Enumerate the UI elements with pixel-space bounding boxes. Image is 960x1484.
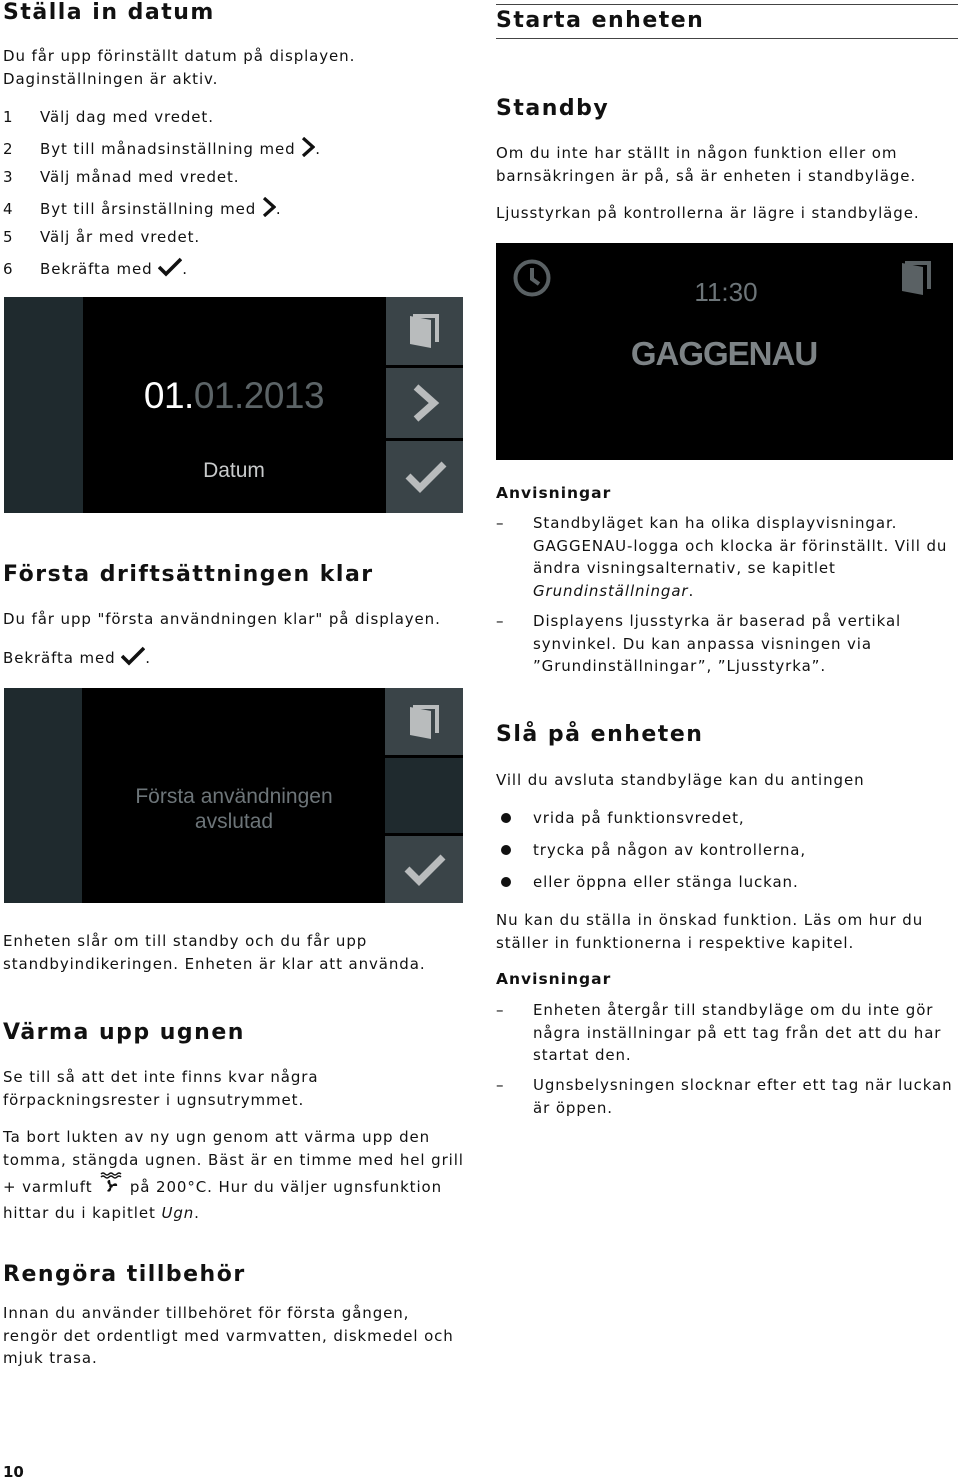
chevron-right-icon bbox=[262, 197, 276, 222]
title-rule bbox=[496, 38, 958, 39]
door-button[interactable] bbox=[386, 297, 463, 365]
bullet-dot bbox=[501, 877, 511, 887]
checkmark-icon bbox=[405, 459, 447, 499]
set-date-intro: Du får upp förinställt datum på displayen. Daginställningen är aktiv. bbox=[3, 47, 356, 88]
first-setup-text: Du får upp "första användningen klar" på displayen. bbox=[3, 610, 441, 628]
gaggenau-logo: GAGGENAU bbox=[630, 335, 818, 372]
step-item: 4 Byt till årsinställning med . bbox=[3, 197, 282, 222]
step-item: 6 Bekräfta med . bbox=[3, 257, 188, 282]
empty-button-slot bbox=[385, 758, 463, 833]
bullet-dot bbox=[501, 813, 511, 823]
section-title-set-date: Ställa in datum bbox=[3, 0, 215, 25]
page-number: 10 bbox=[3, 1463, 24, 1481]
display-sidebar bbox=[4, 297, 83, 513]
standby-time: 11:30 bbox=[694, 277, 758, 307]
confirm-button[interactable] bbox=[385, 836, 463, 903]
section-title-clean-accessories: Rengöra tillbehör bbox=[3, 1262, 246, 1287]
chevron-right-icon bbox=[301, 137, 315, 162]
section-title-heat-oven: Värma upp ugnen bbox=[3, 1020, 245, 1045]
date-display bbox=[4, 297, 463, 513]
clock-icon bbox=[512, 258, 552, 302]
standby-title: Standby bbox=[496, 96, 610, 121]
clean-accessories-text: Innan du använder tillbehöret för första gången, rengör det ordentligt med varmvatten, diskmedel och mjuk trasa. bbox=[3, 1304, 454, 1367]
standby-info-text: Enheten slår om till standby och du får upp standbyindikeringen. Enheten är klar att använda. bbox=[3, 932, 426, 973]
step-item: 1 Välj dag med vredet. bbox=[3, 108, 214, 126]
chevron-right-icon bbox=[410, 384, 442, 426]
step-item: 2 Byt till månadsinställning med . bbox=[3, 137, 321, 162]
standby-display bbox=[496, 243, 953, 460]
heat-oven-text-1: Se till så att det inte finns kvar några förpackningsrester i ugnsutrymmet. bbox=[3, 1068, 319, 1109]
heat-oven-text-2: Ta bort lukten av ny ugn genom att värma upp den tomma, stängda ugnen. Bäst är en timme med hel grill + varmluft på 200°C. Hur du väljer ugnsfunktion hittar du i kapitlet Ugn. bbox=[3, 1128, 464, 1222]
grill-fan-icon bbox=[98, 1171, 124, 1202]
standby-text-2: Ljusstyrkan på kontrollerna är lägre i standbyläge. bbox=[496, 204, 920, 222]
step-item: 5 Välj år med vredet. bbox=[3, 228, 201, 246]
door-icon bbox=[899, 258, 935, 300]
door-button[interactable] bbox=[385, 688, 463, 755]
checkmark-icon bbox=[158, 257, 182, 282]
checkmark-icon bbox=[404, 852, 446, 892]
section-title-first-setup-done: Första driftsättningen klar bbox=[3, 562, 374, 587]
date-value: 01.01.2013 bbox=[143, 375, 325, 416]
section-title-turn-on: Slå på enheten bbox=[496, 722, 704, 747]
door-icon bbox=[407, 702, 443, 744]
bullet-dot bbox=[501, 845, 511, 855]
step-item: 3 Välj månad med vredet. bbox=[3, 168, 240, 186]
checkmark-icon bbox=[121, 646, 145, 673]
door-icon bbox=[407, 311, 443, 353]
top-rule bbox=[496, 4, 958, 5]
first-use-message: Första användningen avslutad bbox=[135, 785, 333, 833]
notes-title: Anvisningar bbox=[496, 970, 612, 988]
first-use-display bbox=[4, 688, 463, 903]
standby-text-1: Om du inte har ställt in någon funktion eller om barnsäkringen är på, så är enheten i standbyläge. bbox=[496, 144, 917, 185]
notes-title: Anvisningar bbox=[496, 484, 612, 502]
date-label: Datum bbox=[203, 459, 265, 482]
section-title-start-unit: Starta enheten bbox=[496, 8, 705, 33]
turn-on-intro: Vill du avsluta standbyläge kan du antingen bbox=[496, 771, 865, 789]
next-button[interactable] bbox=[386, 368, 463, 438]
display-sidebar bbox=[4, 688, 82, 903]
first-setup-confirm: Bekräfta med . bbox=[3, 646, 151, 673]
confirm-button[interactable] bbox=[386, 441, 463, 513]
turn-on-after: Nu kan du ställa in önskad funktion. Läs om hur du ställer in funktionerna i respektive kapitel. bbox=[496, 911, 924, 952]
